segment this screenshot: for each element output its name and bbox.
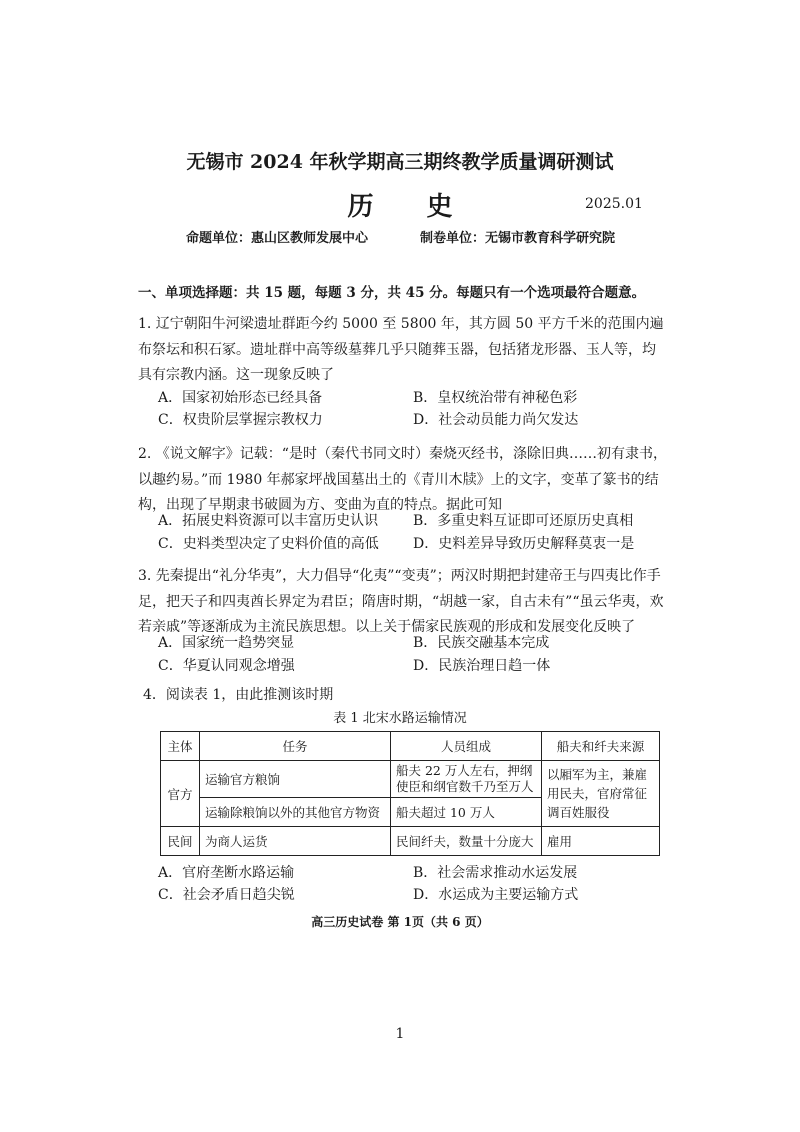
question-1-option-d: D．社会动员能力尚欠发达 bbox=[413, 412, 579, 428]
question-4-stem: 4．阅读表 1，由此推测该时期 bbox=[143, 687, 334, 703]
table-header-cell: 船夫和纤夫来源 bbox=[542, 732, 660, 761]
question-2-option-d: D．史料差异导致历史解释莫衷一是 bbox=[413, 536, 635, 552]
table-cell-task: 为商人运货 bbox=[200, 827, 391, 856]
question-3-option-c: C．华夏认同观念增强 bbox=[158, 658, 295, 674]
table-header-cell: 人员组成 bbox=[391, 732, 542, 761]
exam-date: 2025.01 bbox=[585, 196, 643, 212]
table-cell-source: 以厢军为主，兼雇用民夫，官府常征调百姓服役 bbox=[542, 761, 660, 827]
table-cell-task: 运输除粮饷以外的其他官方物资 bbox=[200, 798, 391, 827]
table-row bbox=[161, 761, 660, 798]
question-3-option-b: B．民族交融基本完成 bbox=[413, 635, 550, 651]
question-1-stem: 1. 辽宁朝阳牛河梁遗址群距今约 5000 至 5800 年，其方圆 50 平方千米的范围内遍布祭坛和积石冢。遗址群中高等级墓葬几乎只随葬玉器，包括猪龙形器、玉人等，均具有宗教内涵。这一现象反映了 bbox=[138, 316, 664, 383]
question-1-option-b: B．皇权统治带有神秘色彩 bbox=[413, 390, 578, 406]
question-4-option-b: B．社会需求推动水运发展 bbox=[413, 865, 578, 881]
table-cell-task: 运输官方粮饷 bbox=[200, 761, 391, 798]
subject-title: 历 史 bbox=[347, 192, 475, 222]
proposition-unit: 命题单位：惠山区教师发展中心 bbox=[186, 231, 369, 246]
question-4-option-d: D．水运成为主要运输方式 bbox=[413, 887, 579, 903]
table-row bbox=[161, 827, 660, 856]
question-1-option-a: A．国家初始形态已经具备 bbox=[158, 390, 323, 406]
table-header-cell: 主体 bbox=[161, 732, 200, 761]
page-number: 1 bbox=[395, 1026, 405, 1042]
question-2-option-b: B．多重史料互证即可还原历史真相 bbox=[413, 513, 634, 529]
table-header-row bbox=[161, 732, 660, 761]
exam-title: 无锡市 2024 年秋学期高三期终教学质量调研测试 bbox=[186, 151, 614, 173]
question-3-stem: 3. 先秦提出“礼分华夷”，大力倡导“化夷”“变夷”；两汉时期把封建帝王与四夷比作手足，把天子和四夷酋长界定为君臣；隋唐时期，“胡越一家，自古未有”“虽云华夷，欢若亲戚”等逐渐成为主流民族思想。以上关于儒家民族观的形成和发展变化反映了 bbox=[138, 568, 664, 635]
transport-table bbox=[160, 731, 660, 856]
question-2-option-a: A．拓展史料资源可以丰富历史认识 bbox=[158, 513, 379, 529]
section-heading: 一、单项选择题：共 15 题，每题 3 分，共 45 分。每题只有一个选项最符合题意。 bbox=[138, 285, 646, 301]
question-4-option-a: A．官府垄断水路运输 bbox=[158, 865, 295, 881]
table-cell-staff: 船夫超过 10 万人 bbox=[391, 798, 542, 827]
table-cell-subject: 官方 bbox=[161, 761, 200, 827]
question-3-option-a: A．国家统一趋势突显 bbox=[158, 635, 295, 651]
question-2-stem: 2. 《说文解字》记载：“是时（秦代书同文时）秦烧灭经书，涤除旧典……初有隶书，以趣约易。”而 1980 年郝家坪战国墓出土的《青川木牍》上的文字，变革了篆书的结构，出现了早期隶书破圆为方、变曲为直的特点。据此可知 bbox=[138, 446, 667, 513]
question-1-option-c: C．权贵阶层掌握宗教权力 bbox=[158, 412, 323, 428]
table-header-cell: 任务 bbox=[200, 732, 391, 761]
table-cell-staff: 船夫 22 万人左右，押纲使臣和纲官数千乃至万人 bbox=[391, 761, 542, 798]
table-cell-source: 雇用 bbox=[542, 827, 660, 856]
question-3-option-d: D．民族治理日趋一体 bbox=[413, 658, 551, 674]
table-caption: 表 1 北宋水路运输情况 bbox=[333, 711, 467, 726]
production-unit: 制卷单位：无锡市教育科学研究院 bbox=[420, 231, 616, 246]
question-2-option-c: C．史料类型决定了史料价值的高低 bbox=[158, 536, 379, 552]
table-cell-subject: 民间 bbox=[161, 827, 200, 856]
page-footer: 高三历史试卷 第 1页（共 6 页） bbox=[311, 915, 489, 929]
question-4-option-c: C．社会矛盾日趋尖锐 bbox=[158, 887, 295, 903]
table-cell-staff: 民间纤夫，数量十分庞大 bbox=[391, 827, 542, 856]
